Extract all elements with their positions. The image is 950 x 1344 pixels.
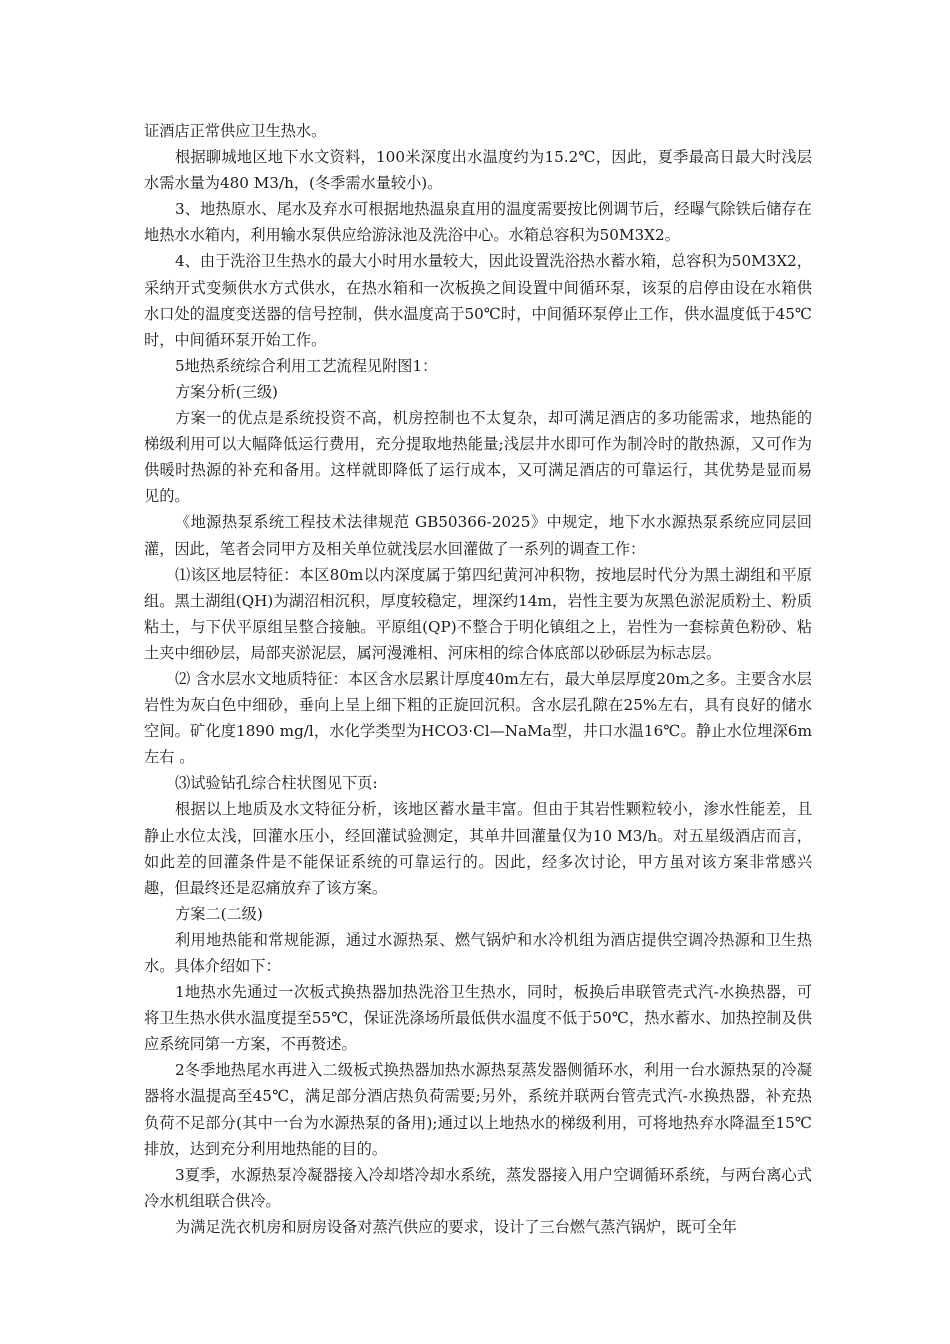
- paragraph-14: 1地热水先通过一次板式换热器加热洗浴卫生热水，同时，板换后串联管壳式汽-水换热器，可将卫生热水供水温度提至55℃，保证洗涤场所最低供水温度不低于50℃，热水蓄水、加热控制及供应系统同第一方案，不再赘述。: [144, 983, 812, 1054]
- paragraph-13: 利用地热能和常规能源，通过水源热泵、燃气锅炉和水冷机组为酒店提供空调冷热源和卫生热水。具体介绍如下：: [144, 930, 812, 975]
- paragraph-0: 证酒店正常供应卫生热水。: [144, 122, 327, 140]
- paragraph-8: ⑴该区地层特征：本区80m以内深度属于第四纪黄河冲积物，按地层时代分为黑土湖组和平原组。黑土湖组(QH)为湖沼相沉积，厚度较稳定，埋深约14m，岩性主要为灰黑色淤泥质粉土、粉质粘土，与下伏平原组呈整合接触。平原组(QP)不整合于明化镇组之上，岩性为一套棕黄色粉砂、粘土夹中细砂层，局部夹淤泥层，属河漫滩相、河床相的综合体底部以砂砾层为标志层。: [144, 565, 812, 662]
- paragraph-2: 3、地热原水、尾水及弃水可根据地热温泉直用的温度需要按比例调节后，经曝气除铁后储存在地热水水箱内，利用输水泵供应给游泳池及洗浴中心。水箱总容积为50M3X2。: [144, 200, 812, 245]
- paragraph-4: 5地热系统综合利用工艺流程见附图1：: [175, 356, 438, 375]
- paragraph-11: 根据以上地质及水文特征分析，该地区蓄水量丰富。但由于其岩性颗粒较小，渗水性能差，且静止水位太浅，回灌水压小，经回灌试验测定，其单井回灌量仅为10 M3/h。对五星级酒店而言，如此差的回灌条件是不能保证系统的可靠运行的。因此，经多次讨论，甲方虽对该方案非常感兴趣，但最终还是忍痛放弃了该方案。: [144, 800, 812, 897]
- paragraph-3: 4、由于洗浴卫生热水的最大小时用水量较大，因此设置洗浴热水蓄水箱，总容积为50M3X2，采纳开式变频供水方式供水，在热水箱和一次板换之间设置中间循环泵，该泵的启停由设在水箱供水口处的温度变送器的信号控制，供水温度高于50℃时，中间循环泵停止工作，供水温度低于45℃时，中间循环泵开始工作。: [144, 252, 812, 349]
- paragraph-10: ⑶试验钻孔综合柱状图见下页:: [175, 774, 378, 793]
- document-page: [144, 118, 812, 1240]
- paragraph-1: 根据聊城地区地下水文资料，100米深度出水温度约为15.2℃，因此，夏季最高日最大时浅层水需水量为480 M3/h，(冬季需水量较小)。: [144, 148, 812, 193]
- section-heading-option-two: 方案二(二级): [175, 904, 263, 923]
- paragraph-7: 《地源热泵系统工程技术法律规范 GB50366-2025》中规定，地下水水源热泵系统应同层回灌，因此，笔者会同甲方及相关单位就浅层水回灌做了一系列的调查工作：: [144, 513, 812, 558]
- paragraph-15: 2冬季地热尾水再进入二级板式换热器加热水源热泵蒸发器侧循环水，利用一台水源热泵的冷凝器将水温提高至45℃，满足部分酒店热负荷需要;另外，系统并联两台管壳式汽-水换热器，补充热负荷不足部分(其中一台为水源热泵的备用);通过以上地热水的梯级利用，可将地热弃水降温至15℃排放，达到充分利用地热能的目的。: [144, 1061, 812, 1158]
- paragraph-17: 为满足洗衣机房和厨房设备对蒸汽供应的要求，设计了三台燃气蒸汽锅炉，既可全年: [175, 1217, 737, 1236]
- section-heading-option-analysis: 方案分析(三级): [175, 382, 278, 401]
- paragraph-16: 3夏季，水源热泵冷凝器接入冷却塔冷却水系统，蒸发器接入用户空调循环系统，与两台离心式冷水机组联合供冷。: [144, 1165, 812, 1210]
- paragraph-6: 方案一的优点是系统投资不高，机房控制也不太复杂，却可满足酒店的多功能需求，地热能的梯级利用可以大幅降低运行费用，充分提取地热能量;浅层井水即可作为制冷时的散热源，又可作为供暖时热源的补充和备用。这样就即降低了运行成本，又可满足酒店的可靠运行，其优势是显而易见的。: [144, 409, 812, 506]
- paragraph-9: ⑵ 含水层水文地质特征：本区含水层累计厚度40m左右，最大单层厚度20m之多。主要含水层岩性为灰白色中细砂，垂向上呈上细下粗的正旋回沉积。含水层孔隙在25%左右，具有良好的储水空间。矿化度1890 mg/l，水化学类型为HCO3·Cl—NaMa型，井口水温16℃。静止水位埋深6m左右 。: [144, 669, 812, 767]
